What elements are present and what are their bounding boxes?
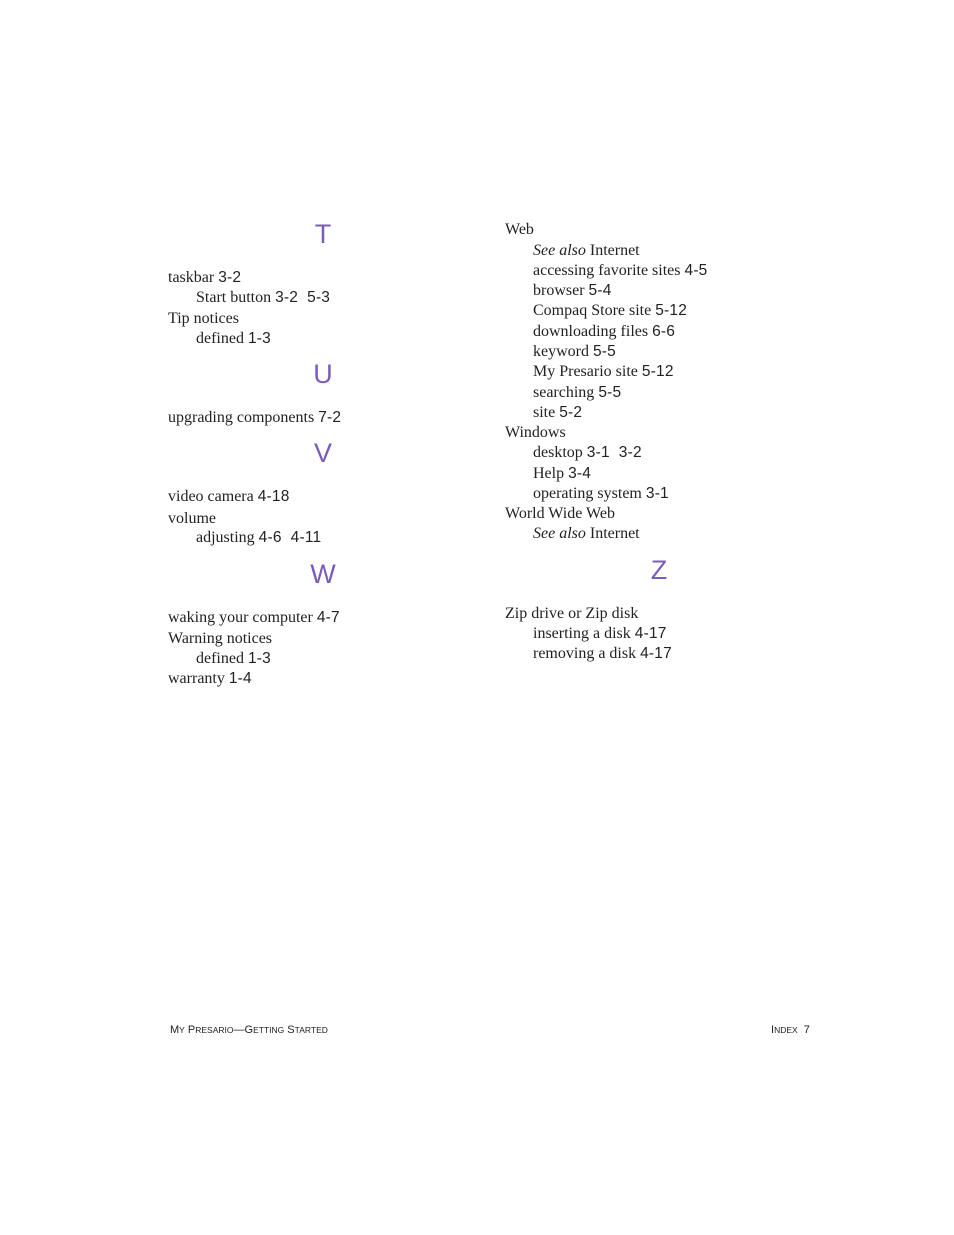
- index-entry: taskbar 3-2: [168, 269, 242, 286]
- index-entry: World Wide Web: [505, 505, 615, 522]
- index-subentry: keyword 5-5: [533, 343, 616, 360]
- index-subentry: Compaq Store site 5-12: [533, 302, 688, 319]
- index-entry: warranty 1-4: [168, 670, 252, 687]
- index-entry: waking your computer 4-7: [168, 609, 340, 626]
- index-entry: video camera 4-18: [168, 488, 290, 505]
- index-subentry: accessing favorite sites 4-5: [533, 262, 708, 279]
- index-entry: upgrading components 7-2: [168, 409, 342, 426]
- section-letter-u: U: [313, 359, 333, 389]
- index-subentry: adjusting 4-6 4-11: [196, 529, 322, 546]
- index-subentry: Start button 3-2 5-3: [196, 289, 331, 306]
- section-letter-t: T: [314, 219, 332, 249]
- index-subentry: operating system 3-1: [533, 485, 669, 502]
- index-subentry: searching 5-5: [533, 384, 622, 401]
- footer-book-title: MY PRESARIO—GETTING STARTED: [170, 1024, 328, 1036]
- index-subentry: My Presario site 5-12: [533, 363, 674, 380]
- index-subentry: Help 3-4: [533, 465, 592, 482]
- index-subentry: site 5-2: [533, 404, 583, 421]
- index-entry: Web: [505, 221, 534, 238]
- index-entry: volume: [168, 510, 216, 527]
- section-letter-z: Z: [650, 555, 668, 585]
- index-subentry: See also Internet: [533, 242, 640, 259]
- index-entry: Zip drive or Zip disk: [505, 605, 639, 622]
- index-entry: Windows: [505, 424, 566, 441]
- index-subentry: browser 5-4: [533, 282, 612, 299]
- footer-page-number: INDEX 7: [771, 1024, 810, 1036]
- section-letter-w: W: [310, 559, 336, 589]
- index-subentry: removing a disk 4-17: [533, 645, 672, 662]
- index-subentry: See also Internet: [533, 525, 640, 542]
- index-subentry: defined 1-3: [196, 330, 271, 347]
- index-subentry: defined 1-3: [196, 650, 271, 667]
- index-subentry: inserting a disk 4-17: [533, 625, 667, 642]
- section-letter-v: V: [313, 438, 332, 468]
- index-entry: Warning notices: [168, 630, 273, 647]
- index-entry: Tip notices: [168, 310, 239, 327]
- index-subentry: downloading files 6-6: [533, 323, 676, 340]
- index-subentry: desktop 3-1 3-2: [533, 444, 642, 461]
